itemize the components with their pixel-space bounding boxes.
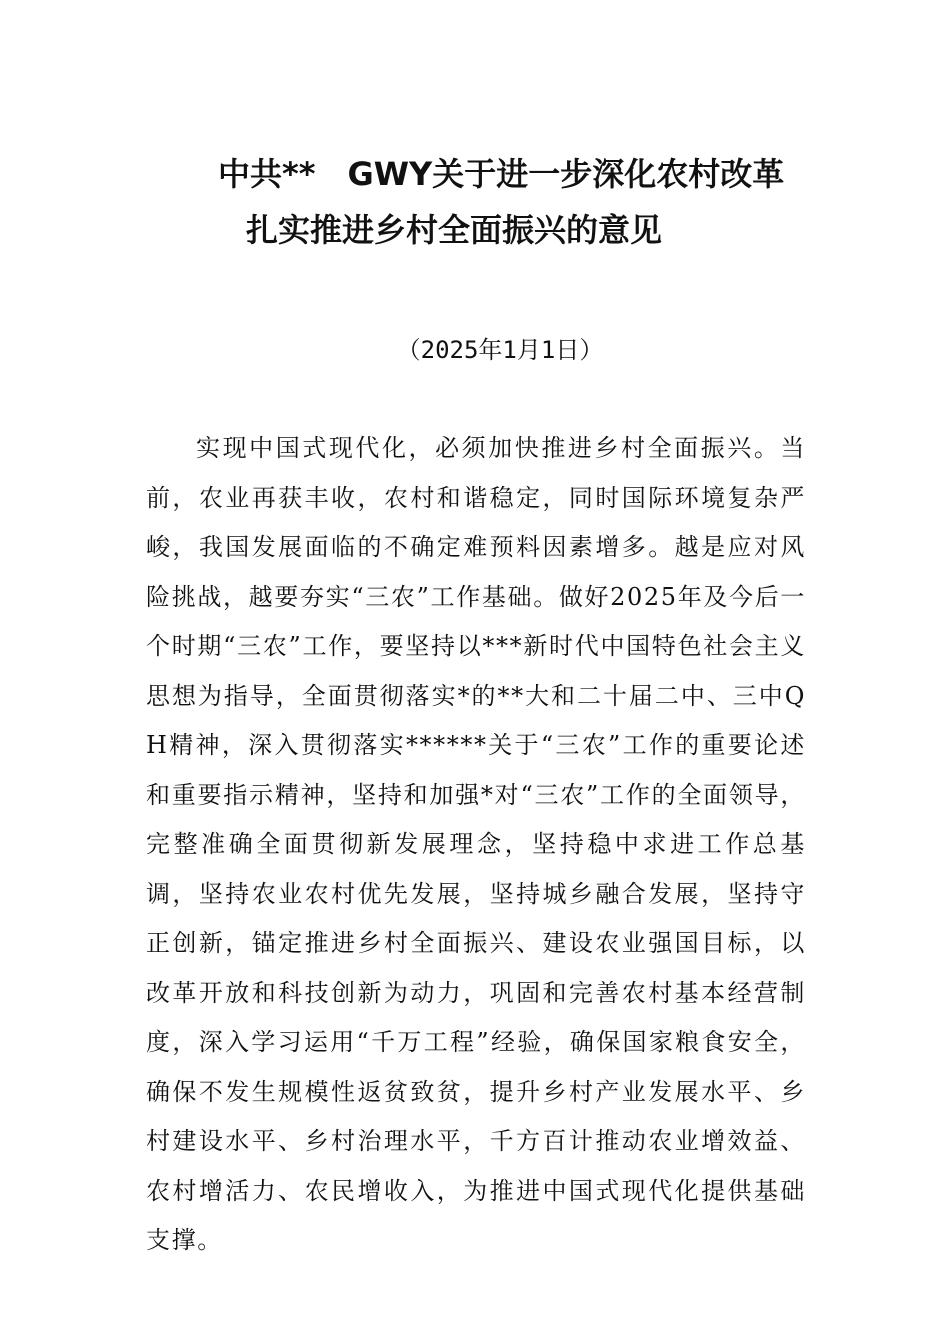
body-paragraph: 实现中国式现代化，必须加快推进乡村全面振兴。当前，农业再获丰收，农村和谐稳定，同时国际环境复杂严峻，我国发展面临的不确定难预料因素增多。越是应对风险挑战，越要夯实“三农”工作基础。做好2025年及今后一个时期“三农”工作，要坚持以***新时代中国特色社会主义思想为指导，全面贯彻落实*的**大和二十届二中、三中QH精神，深入贯彻落实******关于“三农”工作的重要论述和重要指示精神，坚持和加强*对“三农”工作的全面领导，完整准确全面贯彻新发展理念，坚持稳中求进工作总基调，坚持农业农村优先发展，坚持城乡融合发展，坚持守正创新，锚定推进乡村全面振兴、建设农业强国目标，以改革开放和科技创新为动力，巩固和完善农村基本经营制度，深入学习运用“千万工程”经验，确保国家粮食安全，确保不发生规模性返贫致贫，提升乡村产业发展水平、乡村建设水平、乡村治理水平，千方百计推动农业增效益、农村增活力、农民增收入，为推进中国式现代化提供基础支撑。	[146, 434, 806, 1254]
document-date: （2025年1月1日）	[396, 336, 604, 364]
document-title-line-1: 中共** GWY关于进一步深化农村改革	[218, 155, 785, 193]
document-title-line-2: 扎实推进乡村全面振兴的意见	[246, 211, 663, 249]
